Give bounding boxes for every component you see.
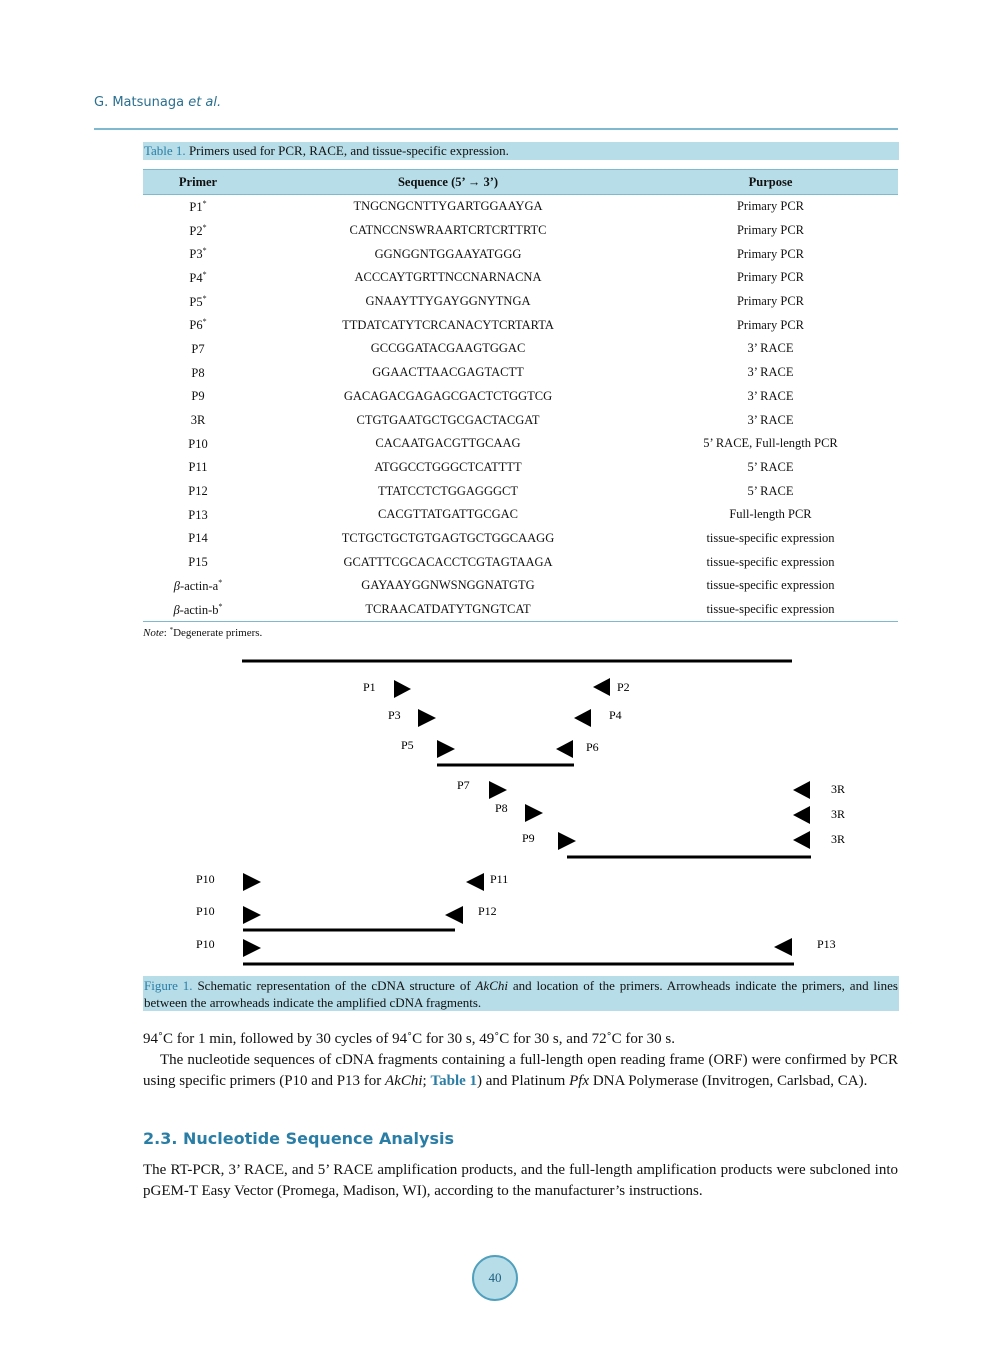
sequence-cell: TCTGCTGCTGTGAGTGCTGGCAAGG [341,530,555,545]
table-row [143,385,898,409]
purpose-cell: Primary PCR [736,246,805,261]
degenerate-mark: * [202,293,207,303]
arrowhead-p8 [525,804,543,822]
table-row [143,290,898,314]
label-p6: P6 [586,740,599,754]
arrowhead-3r-c [793,831,810,849]
beta-symbol: β [173,602,180,617]
arrowhead-p2 [593,678,610,696]
primer-name: P4 [189,270,203,285]
degenerate-mark: * [202,246,207,256]
header-purpose: Purpose [643,170,898,195]
table-row [143,266,898,290]
table-caption [143,142,899,160]
primer-name: P6 [189,318,203,333]
primer-name: 3R [190,413,206,428]
primer-cell [143,385,253,409]
label-p3: P3 [388,708,401,722]
arrowhead-p5 [437,740,455,758]
sequence-cell: GACAGACGAGAGCGACTCTGGTCG [343,388,553,403]
p2-pfx: Pfx [569,1072,590,1089]
primer-cell [143,337,253,361]
purpose-cell: 3’ RACE [747,412,794,427]
table-row [143,313,898,337]
primer-cell [143,408,253,432]
figure-caption-label: Figure 1. [144,978,193,993]
primer-cell [143,550,253,574]
sequence-cell: CATNCCNSWRAARTCRTCRTTRTC [349,223,547,238]
primer-name: P1 [189,199,203,214]
primer-name: P9 [191,389,205,404]
degenerate-mark: * [202,222,207,232]
purpose-cell: Primary PCR [736,317,805,332]
purpose-cell: 5’ RACE, Full-length PCR [703,436,838,451]
table-row [143,219,898,243]
label-p10-b: P10 [196,904,215,918]
arrowhead-p4 [574,709,591,727]
arrowhead-p10-c [243,939,261,957]
primer-cell [143,503,253,527]
table-row [143,598,898,622]
purpose-cell: Primary PCR [736,270,805,285]
table-row [143,361,898,385]
table-caption-label: Table 1. [144,143,186,158]
primer-table [143,169,898,622]
primer-name: -actin-a [180,578,219,593]
table-row [143,408,898,432]
arrowhead-p9 [558,832,576,850]
purpose-cell: Primary PCR [736,294,805,309]
figure-caption-pre: Schematic representation of the cDNA structure of [197,978,476,993]
label-p13: P13 [817,937,836,951]
purpose-cell: 3’ RACE [747,341,794,356]
beta-symbol: β [173,578,181,593]
table-row [143,550,898,574]
label-3r-a: 3R [831,782,846,796]
sequence-cell: CTGTGAATGCTGCGACTACGAT [356,412,540,427]
arrowhead-p11 [466,873,484,891]
degenerate-mark: * [218,601,223,611]
primer-name: P15 [188,555,208,570]
sequence-cell: GCCGGATACGAAGTGGAC [370,341,526,356]
header-rule [94,128,898,130]
table-body [143,195,898,622]
primer-cell [143,361,253,385]
body-paragraph-1: 94˚C for 1 min, followed by 30 cycles of 94˚C for 30 s, 49˚C for 30 s, and 72˚C for 30 s. [143,1031,676,1047]
primer-name: P8 [191,365,205,380]
sequence-cell: TCRAACATDATYTGNGTCAT [253,598,643,622]
purpose-cell: 5’ RACE [747,483,794,498]
primer-name: P11 [188,460,208,475]
purpose-cell: 3’ RACE [747,388,794,403]
sequence-cell: ACCCAYTGRTTNCCNARNACNA [354,270,542,285]
sequence-cell: TTDATCATYTCRCANACYTCRTARTA [342,317,554,332]
cdna-schematic [0,650,992,975]
primer-name: P5 [189,294,203,309]
label-p12: P12 [478,904,497,918]
primer-cell [143,195,253,219]
p2-text-c: DNA Polymerase (Invitrogen, Carlsbad, CA). [589,1072,868,1089]
degenerate-mark: * [218,577,223,587]
primer-cell [143,290,253,314]
degenerate-mark: * [202,317,207,327]
table-row [143,432,898,456]
primer-name: P13 [188,507,208,522]
table-caption-text: Primers used for PCR, RACE, and tissue-specific expression. [188,143,509,158]
label-p4: P4 [609,708,622,722]
body-paragraph-2 [143,1050,898,1091]
primer-name: P7 [191,341,205,356]
sequence-cell: CACAATGACGTTGCAAG [375,436,521,451]
label-p8: P8 [495,801,508,815]
primer-cell [143,479,253,503]
purpose-cell: Primary PCR [736,223,805,238]
arrowhead-3r-a [793,781,810,799]
arrowhead-p13 [774,938,792,956]
label-3r-c: 3R [831,832,846,846]
table-note: Note: *Degenerate primers. [143,626,263,639]
table-row [143,337,898,361]
primer-name: P12 [188,484,208,499]
body-paragraph-3: The RT-PCR, 3’ RACE, and 5’ RACE amplification products, and the full-length amplification products were subcloned into pGEM-T Easy Vector (Promega, Madison, WI), according to the manufacturer’s instructions. [143,1162,898,1199]
sequence-cell: GGAACTTAACGAGTACTT [372,365,524,380]
note-label: Note [143,627,164,639]
label-p2: P2 [617,680,630,694]
label-p11: P11 [490,872,509,886]
table-header-row [143,170,898,195]
table-row [143,574,898,598]
purpose-cell: 3’ RACE [747,365,794,380]
primer-cell [143,219,253,243]
note-mark: * [169,626,174,634]
primer-cell [143,432,253,456]
purpose-cell: Full-length PCR [729,507,812,522]
primer-cell [143,598,253,622]
primer-cell [143,527,253,551]
p2-gene: AkChi [385,1072,423,1089]
primer-cell [143,456,253,480]
sequence-cell: CACGTTATGATTGCGAC [378,507,518,522]
table-row [143,503,898,527]
primer-name: -actin-b [179,602,219,617]
purpose-cell: Primary PCR [736,199,805,214]
primer-name: P14 [188,531,208,546]
purpose-cell: 5’ RACE [747,459,794,474]
sequence-cell: TNGCNGCNTTYGARTGGAAYGA [353,199,543,214]
arrowhead-p10-b [243,906,261,924]
label-p5: P5 [401,738,414,752]
sequence-cell: ATGGCCTGGGCTCATTTT [374,459,522,474]
header-sequence: Sequence (5’ → 3’) [253,170,643,195]
sequence-cell: TTATCCTCTGGAGGGCT [378,483,518,498]
header-primer: Primer [143,170,253,195]
table-row [143,242,898,266]
arrowhead-p12 [445,906,463,924]
running-head-author: G. Matsunaga [94,95,185,110]
degenerate-mark: * [202,269,207,279]
arrowhead-p1 [394,680,411,698]
p2-text-b: ) and Platinum [477,1072,570,1089]
sequence-cell: GCATTTCGCACACCTCGTAGTAAGA [343,554,553,569]
p2-text-a: The nucleotide sequences of cDNA fragments containing a full-length open reading frame (ORF) were confirmed by PCR using specific primers (P10 and P13 for [143,1052,898,1089]
table-row [143,195,898,219]
primer-cell [143,242,253,266]
arrowhead-p10-a [243,873,261,891]
degenerate-mark: * [202,198,207,208]
table-row [143,527,898,551]
primer-name: P2 [189,223,203,238]
sequence-cell: GAYAAYGGNWSNGGNATGTG [361,578,535,593]
primer-cell [143,313,253,337]
primer-cell [143,574,253,598]
section-heading: 2.3. Nucleotide Sequence Analysis [143,1129,454,1148]
label-p10-a: P10 [196,872,215,886]
purpose-cell: tissue-specific expression [706,554,835,569]
arrowhead-p6 [556,740,573,758]
purpose-cell: tissue-specific expression [706,530,835,545]
arrowhead-p3 [418,709,436,727]
sequence-cell: GNAAYTTYGAYGGNYTNGA [365,294,531,309]
figure-caption [143,976,899,1011]
primer-cell [143,266,253,290]
label-p9: P9 [522,831,535,845]
purpose-cell: tissue-specific expression [706,578,835,593]
purpose-cell: tissue-specific expression [643,598,898,622]
label-p7: P7 [457,778,470,792]
figure-caption-post: and location of the primers. Arrowheads indicate the primers, and lines between the arrowheads indicate the amplified cDNA fragments. [144,978,898,1010]
primer-name: P3 [189,247,203,262]
running-head-etal: et al. [188,95,222,110]
table-1-link[interactable]: Table 1 [430,1072,478,1089]
table-row [143,456,898,480]
table-row [143,479,898,503]
p2-sep: ; [422,1072,431,1089]
primer-name: P10 [188,436,208,451]
note-text: Degenerate primers. [173,627,263,639]
sequence-cell: GGNGGNTGGAAYATGGG [374,246,522,261]
label-p10-c: P10 [196,937,215,951]
label-p1: P1 [363,680,376,694]
running-head [94,95,221,110]
arrowhead-3r-b [793,806,810,824]
label-3r-b: 3R [831,807,846,821]
page-number: 40 [472,1255,518,1301]
arrowhead-p7 [489,781,507,799]
figure-caption-gene: AkChi [475,978,509,993]
